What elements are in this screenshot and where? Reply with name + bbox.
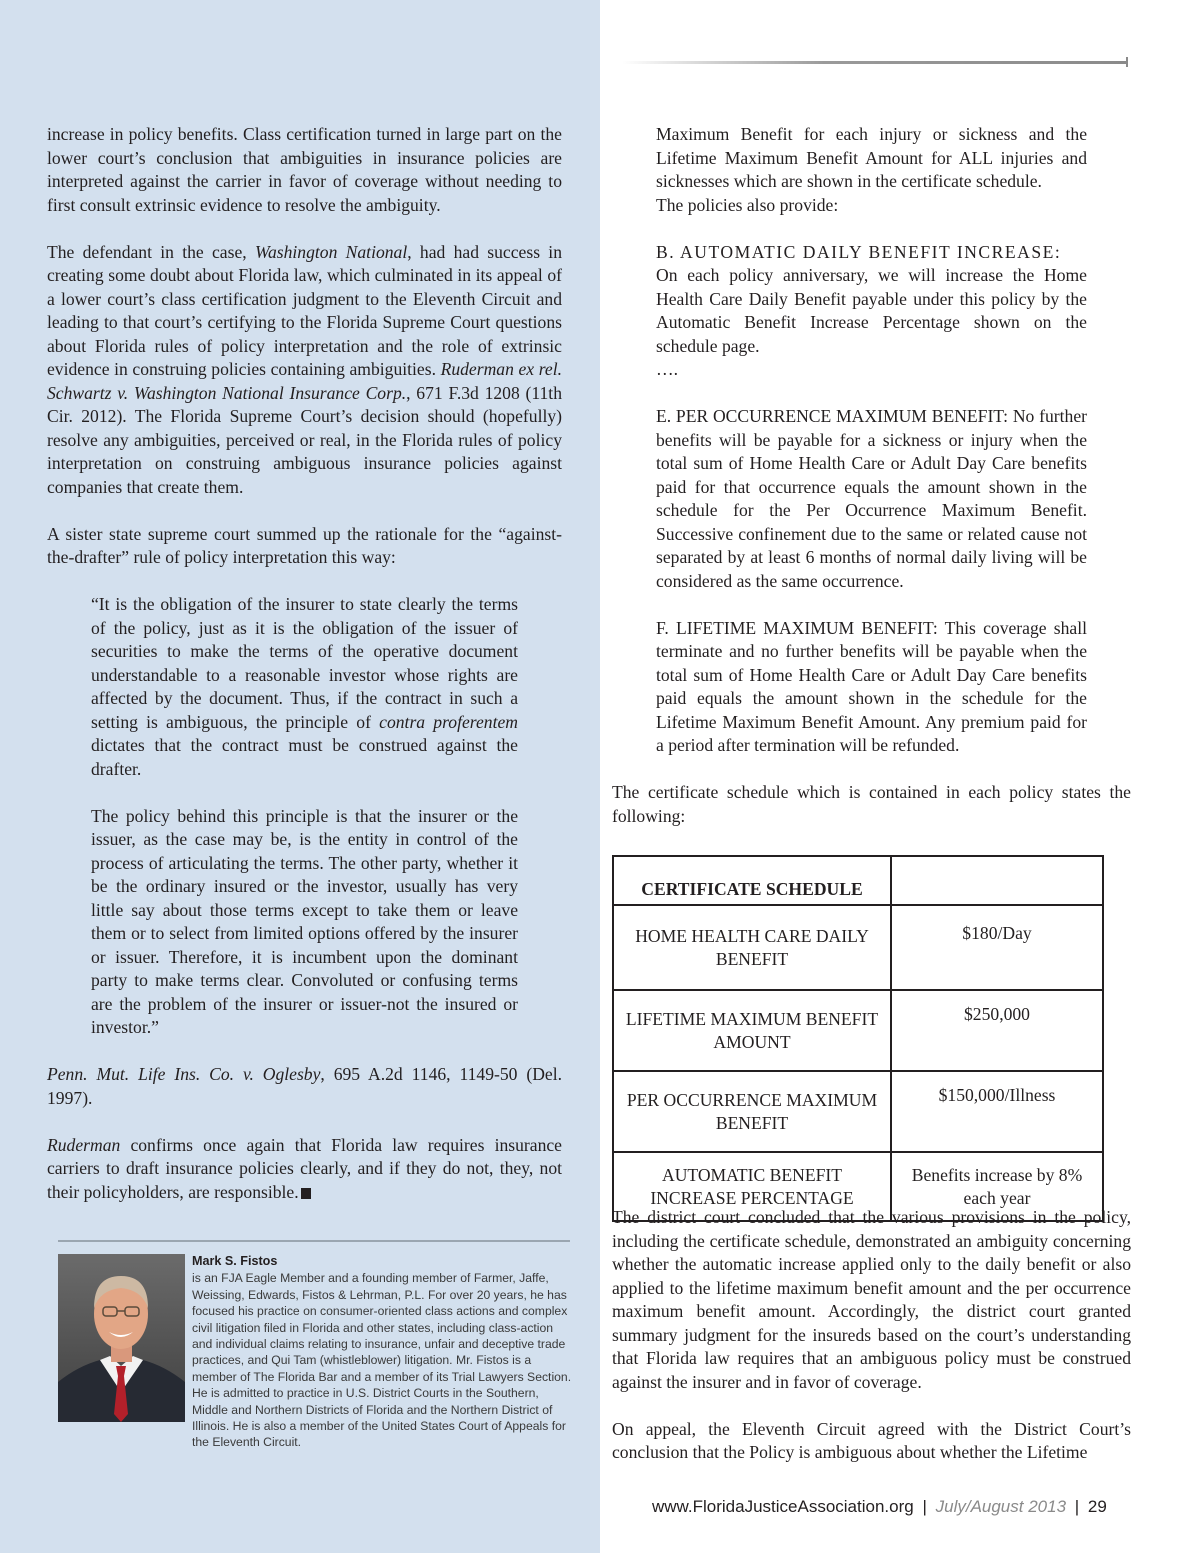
clause-ellipsis: …. (656, 359, 678, 379)
case-citation-ruderman: Ruderman ex rel. Schwartz v. Washington National Insurance Corp. (47, 359, 562, 403)
table-header-row (613, 856, 1103, 905)
paragraph-conclusion: Ruderman confirms once again that Florida law requires insurance carriers to draft insurance policies clearly, and if they do not, they, not their policyholders, are responsible. (47, 1134, 562, 1202)
table-row-label: LIFETIME MAXIMUM BENEFIT AMOUNT (613, 990, 891, 1071)
footer-separator: | (1074, 1497, 1080, 1516)
citation-penn-mutual: Penn. Mut. Life Ins. Co. v. Oglesby, 695 A.2d 1146, 1149-50 (Del. 1997). (47, 1064, 562, 1108)
paragraph-defendant: The defendant in the case, Washington National, had had success in creating some doubt about Florida law, which culminated in its appeal of a lower court’s class certification judgment to the Eleventh Circuit and leading to that court’s certifying to the Florida Supreme Court questions about Florida rules of policy interpretation and the role of extrinsic evidence in construing policies containing ambiguities. Ruderman ex rel. Schwartz v. Washington National Insurance Corp., 671 F.3d 1208 (11th Cir. 2012). The Florida Supreme Court’s decision should (hopefully) resolve any ambiguities, perceived or real, in the Florida rules of policy interpretation on construing ambiguous insurance policies against companies that create them. (47, 241, 562, 497)
table-row-label: PER OCCURRENCE MAXIMUM BENEFIT (613, 1071, 891, 1152)
table-header-empty-cell (891, 856, 1103, 905)
author-photo (58, 1254, 185, 1422)
footer-separator: | (922, 1497, 927, 1516)
latin-term: contra proferentem (379, 711, 518, 732)
header-rule (622, 61, 1128, 64)
left-column (47, 123, 562, 1228)
schedule-intro: The certificate schedule which is contained in each policy states the following: (612, 782, 1131, 826)
paragraph-district-court: The district court concluded that the various provisions in the policy, including the certificate schedule, demonstrated an ambiguity concerning whether the automatic increase applied only to the daily benefit or also applied to the lifetime maximum benefit amount and the per occurrence maximum benefit amount. Accordingly, the district court granted summary judgment for the insureds based on the court’s understanding that Florida law requires that an ambiguous policy must be construed against the insurer and in favor of coverage. (612, 1207, 1131, 1392)
bio-divider (58, 1240, 570, 1242)
page-footer (652, 1497, 1130, 1517)
author-bio-text: is an FJA Eagle Member and a founding member of Farmer, Jaffe, Weissing, Edwards, Fistos & Lehrman, P.L. For over 20 years, he has focused his practice on consumer-oriented class actions and complex civil litigation filed in Florida and other states, including class-action and individual claims relating to insurance, unfair and deceptive trade practices, and Qui Tam (whistleblower) litigation. Mr. Fistos is a member of The Florida Bar and a member of its Trial Lawyers Section. He is admitted to practice in U.S. District Courts in the Southern, Middle and Northern Districts of Florida and the Northern District of Illinois. He is also a member of the United States Court of Appeals for the Eleventh Circuit. (192, 1271, 572, 1450)
paragraph-class-certification: increase in policy benefits. Class certification turned in large part on the lower court’s conclusion that ambiguities in insurance policies are interpreted against the carrier in favor of coverage without needing to first consult extrinsic evidence to resolve the ambiguity. (47, 124, 562, 215)
right-column-lower (612, 1206, 1131, 1488)
policy-also-provide: The policies also provide: (656, 194, 839, 215)
table-header-cell: CERTIFICATE SCHEDULE (613, 856, 891, 905)
header-rule-cap (1126, 57, 1128, 67)
article-end-mark-icon (301, 1188, 311, 1199)
paragraph-sister-court: A sister state supreme court summed up the rationale for the “against-the-drafter” rule of policy interpretation this way: (47, 523, 562, 567)
table-row (613, 990, 1103, 1071)
footer-website-link[interactable]: www.FloridaJusticeAssociation.org (652, 1497, 914, 1516)
author-bio (192, 1253, 574, 1451)
case-name-washington-national: Washington National (254, 241, 408, 262)
author-name: Mark S. Fistos (192, 1254, 278, 1268)
table-row-value: $250,000 (891, 990, 1103, 1071)
table-row-value: Benefits increase by 8% each year (891, 1152, 1103, 1221)
table-row-value: $180/Day (891, 905, 1103, 990)
clause-e: E. PER OCCURRENCE MAXIMUM BENEFIT: No further benefits will be payable for a sickness or injury when the total sum of Home Health Care or Adult Day Care benefits paid for that occurrence equals the amount shown in the schedule for the Per Occurrence Maximum Benefit. Successive confinement due to the same or related cause not separated by at least 6 months of normal daily living will be considered as the same occurrence. (656, 406, 1087, 591)
table-row (613, 1071, 1103, 1152)
policy-continuation: Maximum Benefit for each injury or sickness and the Lifetime Maximum Benefit Amount for ALL injuries and sicknesses which are shown in the certificate schedule. (656, 124, 1087, 191)
footer-issue: July/August 2013 (935, 1497, 1067, 1516)
clause-f: F. LIFETIME MAXIMUM BENEFIT: This coverage shall terminate and no further benefits will be payable when the total sum of Home Health Care or Adult Day Care benefits paid equals the amount shown in the schedule for the Lifetime Maximum Benefit Amount. Any premium paid for a period after termination will be refunded. (656, 617, 1087, 755)
table-row-label: AUTOMATIC BENEFIT INCREASE PERCENTAGE (613, 1152, 891, 1221)
clause-b-text: On each policy anniversary, we will increase the Home Health Care Daily Benefit payable under this policy by the Automatic Benefit Increase Percentage shown on the schedule page. (656, 265, 1087, 356)
right-column (612, 123, 1131, 852)
policy-excerpt (612, 123, 1087, 758)
block-quote-obligation: “It is the obligation of the insurer to state clearly the terms of the policy, just as it is the obligation of the issuer of securities to make the terms of the operative document understandable to a reasonable investor whose rights are affected by the document. Thus, if the contract in such a setting is ambiguous, the principle of contra proferentem dictates that the contract must be construed against the drafter. (91, 594, 518, 779)
certificate-schedule-table (612, 855, 1104, 1222)
clause-b-title: B. AUTOMATIC DAILY BENEFIT INCREASE: (656, 241, 1062, 262)
page-number: 29 (1087, 1497, 1107, 1516)
table-row-label: HOME HEALTH CARE DAILY BENEFIT (613, 905, 891, 990)
paragraph-appeal: On appeal, the Eleventh Circuit agreed with the District Court’s conclusion that the Policy is ambiguous about whether the Lifetime (612, 1418, 1131, 1462)
table-row-value: $150,000/Illness (891, 1071, 1103, 1152)
block-quote-policy: The policy behind this principle is that the insurer or the issuer, as the case may be, is the entity in control of the process of articulating the terms. The other party, whether it be the ordinary insured or the investor, usually has very little say about those terms except to take them or leave them or to select from limited options offered by the insurer or issuer. Therefore, it is incumbent upon the dominant party to make terms clear. Convoluted or confusing terms are the problem of the insurer or issuer-not the insured or investor.” (91, 805, 518, 1037)
table-row (613, 905, 1103, 990)
